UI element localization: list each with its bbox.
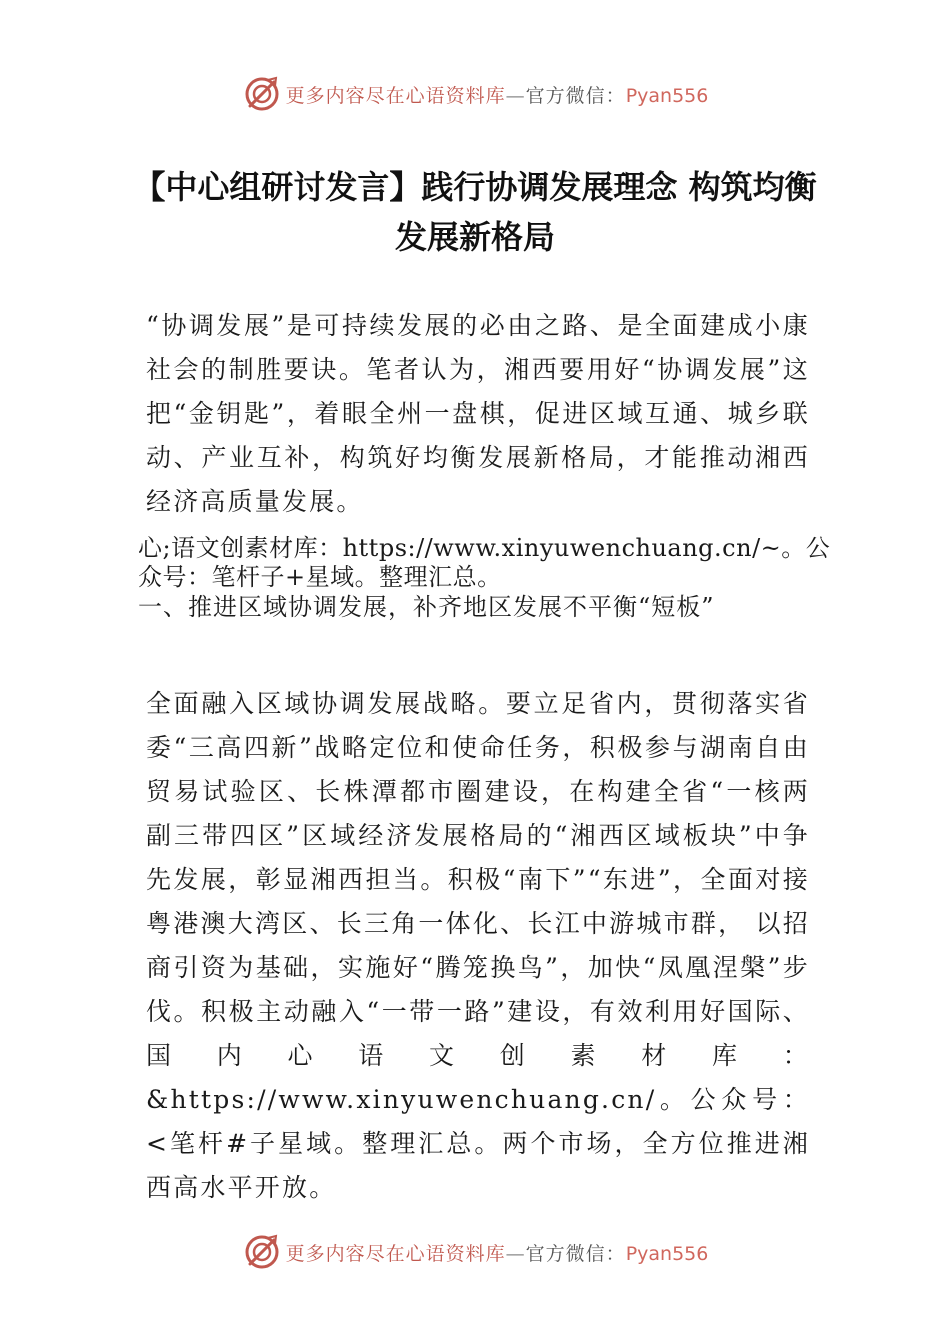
banner-dash: — xyxy=(505,84,526,107)
paragraph-intro: “协调发展”是可持续发展的必由之路、是全面建成小康社会的制胜要诀。笔者认为，湘西要用好“协调发展”这把“金钥匙”，着眼全州一盘棋，促进区域互通、城乡联动、产业互补，构筑好均衡发展新格局，才能推动湘西经济高质量发展。 xyxy=(146,311,810,516)
banner-main: 更多内容尽在心语资料库 xyxy=(285,1242,506,1265)
seal-logo-icon xyxy=(242,74,282,114)
section-heading-1: 一、推进区域协调发展，补齐地区发展不平衡“短板” xyxy=(138,593,715,621)
banner-official: 官方微信： xyxy=(525,1242,626,1265)
banner-main: 更多内容尽在心语资料库 xyxy=(285,84,506,107)
banner-text xyxy=(286,1239,709,1266)
banner-wechat-id: Pyan556 xyxy=(625,84,709,107)
header-banner xyxy=(0,72,950,116)
footer-banner xyxy=(0,1230,950,1274)
banner-text xyxy=(286,81,709,108)
source-note: 心;语文创素材库：https://www.xinyuwenchuang.cn/~。公众号：笔杆子+星域。整理汇总。 xyxy=(138,534,831,591)
banner-official: 官方微信： xyxy=(525,84,626,107)
paragraph-section-1: 全面融入区域协调发展战略。要立足省内，贯彻落实省委“三高四新”战略定位和使命任务，积极参与湖南自由贸易试验区、长株潭都市圈建设，在构建全省“一核两副三带四区”区域经济发展格局的“湘西区域板块”中争先发展，彰显湘西担当。积极“南下”“东进”，全面对接粤港澳大湾区、长三角一体化、长江中游城市群， 以招商引资为基础，实施好“腾笼换鸟”，加快“凤凰涅槃”步伐。积极主动融入“一带一路”建设，有效利用好国际、国内心语文创素材库：&https://www.xinyuwenchuang.cn/。公众号：<笔杆#子星域。整理汇总。两个市场，全方位推进湘西高水平开放。 xyxy=(146,689,810,1202)
document-title: 【中心组研讨发言】践行协调发展理念 构筑均衡发展新格局 xyxy=(133,168,817,256)
banner-dash: — xyxy=(505,1242,526,1265)
seal-logo-icon xyxy=(242,1232,282,1272)
banner-wechat-id: Pyan556 xyxy=(625,1242,709,1265)
